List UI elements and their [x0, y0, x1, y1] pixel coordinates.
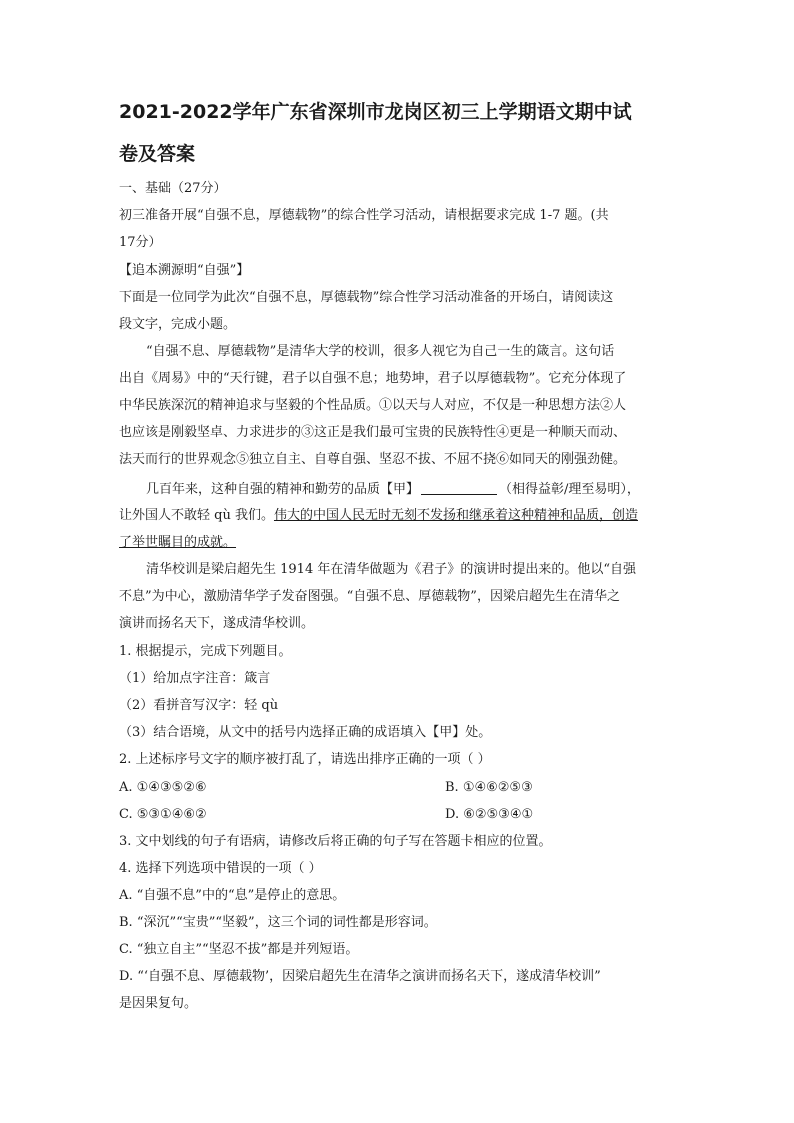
section-intro-line-1: 初三准备开展“自强不息，厚德载物”的综合性学习活动，请根据要求完成 1-7 题。(共 — [119, 208, 609, 223]
question-4-option-d-line-1: D. “‘自强不息、厚德载物’，因梁启超先生在清华之演讲而扬名天下，遂成清华校训” — [119, 969, 601, 984]
passage-p1-line-3: 中华民族深沉的精神追求与坚毅的个性品质。①以天与人对应，不仅是一种思想方法②人 — [119, 398, 627, 413]
task-line-2: 段文字，完成小题。 — [119, 317, 237, 332]
question-4-option-c: C. “独立自主”“坚忍不拔”都是并列短语。 — [119, 942, 359, 957]
underlined-sentence-part-1: 伟大的中国人民无时无刻不发扬和继承着这种精神和品质，创造 — [273, 508, 638, 523]
underlined-sentence-part-2: 了举世瞩目的成就。 — [119, 535, 237, 550]
section-heading: 一、基础（27分） — [119, 181, 227, 196]
document-title-line-1: 2021-2022学年广东省深圳市龙岗区初三上学期语文期中试 — [119, 101, 632, 123]
question-4: 4. 选择下列选项中错误的一项（ ） — [119, 861, 322, 876]
document-title-line-2: 卷及答案 — [119, 143, 196, 165]
question-4-option-a: A. “自强不息”中的“息”是停止的意思。 — [119, 888, 346, 903]
answer-blank-jia — [421, 481, 497, 495]
passage-p1-line-4: 也应该是刚毅坚卓、力求进步的③这正是我们最可宝贵的民族特性④更是一种顺天而动、 — [119, 425, 627, 440]
question-2-option-d: D. ⑥②⑤③④① — [445, 807, 534, 822]
passage-p1-line-5: 法天而行的世界观念⑤独立自主、自尊自强、坚忍不拔、不屈不挠⑥如同天的刚强劲健。 — [119, 452, 627, 467]
question-2: 2. 上述标序号文字的顺序被打乱了，请选出排序正确的一项（ ） — [119, 752, 491, 767]
passage-p3-line-3: 演讲而扬名天下，遂成清华校训。 — [119, 616, 315, 631]
question-1-sub-2: （2）看拼音写汉字：轻 qù — [119, 698, 279, 713]
subheading: 【追本溯源明“自强”】 — [119, 263, 250, 278]
passage-p2-line-2 — [119, 508, 638, 524]
question-4-option-d-line-2: 是因果复句。 — [119, 996, 198, 1011]
task-line-1: 下面是一位同学为此次“自强不息，厚德载物”综合性学习活动准备的开场白，请阅读这 — [119, 290, 614, 305]
question-4-option-b: B. “深沉”“宝贵”“坚毅”，这三个词的词性都是形容词。 — [119, 915, 437, 930]
section-intro-line-2: 17分） — [119, 235, 162, 250]
question-3: 3. 文中划线的句子有语病，请修改后将正确的句子写在答题卡相应的位置。 — [119, 834, 552, 849]
passage-p2-idiom-choices: （相得益彰/理至易明）， — [499, 482, 640, 497]
passage-p3-line-1: 清华校训是梁启超先生 1914 年在清华做题为《君子》的演讲时提出来的。他以“自强 — [146, 562, 636, 577]
question-2-option-c: C. ⑤③①④⑥② — [119, 807, 207, 822]
passage-p2-text-before-blank: 几百年来，这种自强的精神和勤劳的品质【甲】 — [146, 482, 420, 497]
question-1-sub-1: （1）给加点字注音：箴言 — [119, 671, 271, 686]
passage-p1-line-2: 出自《周易》中的“天行键，君子以自强不息；地势坤，君子以厚德载物”。它充分体现了 — [119, 371, 627, 386]
passage-p2-text: 让外国人不敢轻 qù 我们。 — [119, 508, 274, 523]
passage-p3-line-2: 不息”为中心，激励清华学子发奋图强。“自强不息、厚德载物”，因梁启超先生在清华之 — [119, 589, 620, 604]
passage-p2-line-1 — [146, 481, 640, 498]
passage-p1-line-1: “自强不息、厚德载物”是清华大学的校训，很多人视它为自己一生的箴言。这句话 — [146, 344, 615, 359]
question-2-option-b: B. ①④⑥②⑤③ — [445, 780, 533, 795]
question-2-option-a: A. ①④③⑤②⑥ — [119, 780, 207, 795]
question-1: 1. 根据提示，完成下列题目。 — [119, 644, 292, 659]
question-1-sub-3: （3）结合语境，从文中的括号内选择正确的成语填入【甲】处。 — [119, 725, 492, 740]
